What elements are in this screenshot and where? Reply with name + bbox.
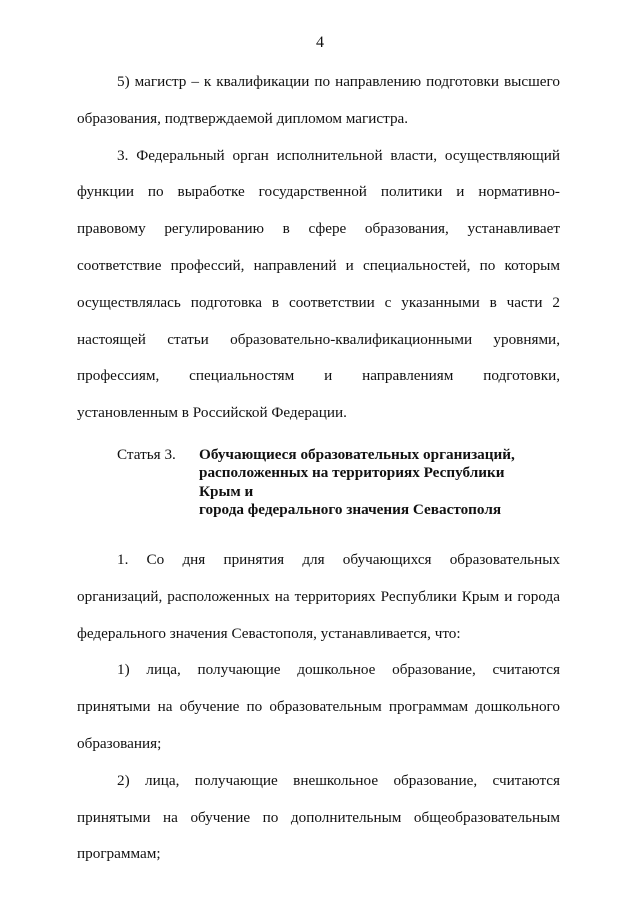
article-title [199, 446, 539, 520]
article-title-line: города федерального значения Севастополя [199, 501, 502, 519]
paragraph-federal-authority: 3. Федеральный орган исполнительной власти, осуществляющий функции по выработке государственной политики и нормативно-правовому регулированию в сфере образования, устанавливает соответствие профессий, направлений и специальностей, по которым осуществлялась подготовка в соответствии с указанными в части 2 настоящей статьи образовательно-квалификационными уровнями, профессиям, специальностям и направлениям подготовки, установленным в Российской Федерации. [77, 146, 560, 422]
article-title-line: расположенных на территориях Республики Крым и [199, 464, 505, 500]
paragraph-preschool: 1) лица, получающие дошкольное образование, считаются принятыми на обучение по образовательным программам дошкольного образования; [77, 661, 560, 752]
paragraph-extracurricular: 2) лица, получающие внешкольное образование, считаются принятыми на обучение по дополнительным общеобразовательным программам; [77, 771, 560, 863]
article-heading [77, 446, 560, 520]
article-title-line: Обучающиеся образовательных организаций, [199, 445, 515, 463]
page-number: 4 [316, 34, 324, 51]
document-body [77, 64, 560, 873]
paragraph-master-qualification: 5) магистр – к квалификации по направлению подготовки высшего образования, подтверждаемой дипломом магистра. [77, 73, 560, 127]
article-label: Статья 3. [117, 445, 176, 463]
paragraph-students-intro: 1. Со дня принятия для обучающихся образовательных организаций, расположенных на территориях Республики Крым и города федерального значения Севастополя, устанавливается, что: [77, 550, 560, 642]
